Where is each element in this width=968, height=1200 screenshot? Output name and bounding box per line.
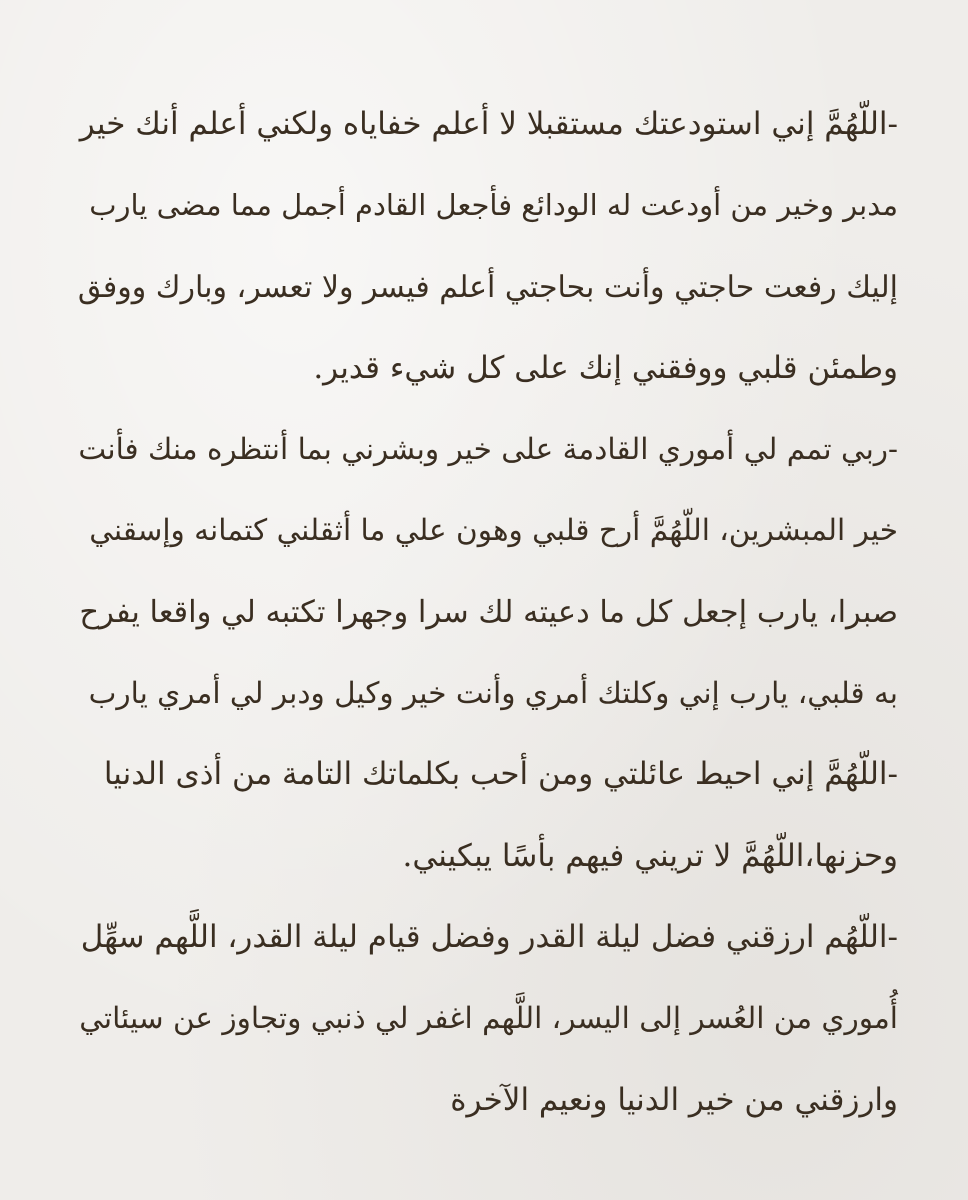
text-line: -اللّهُمَّ إني استودعتك مستقبلا لا أعلم خفاياه ولكني أعلم أنك خير	[79, 106, 898, 142]
text-line: إليك رفعت حاجتي وأنت بحاجتي أعلم فيسر ولا تعسر، وبارك ووفق	[77, 269, 898, 305]
text-line: -اللّهُم ارزقني فضل ليلة القدر وفضل قيام ليلة القدر، اللَّهم سهِّل	[80, 918, 898, 955]
text-line: أُموري من العُسر إلى اليسر، اللَّهم اغفر لي ذنبي وتجاوز عن سيئاتي	[79, 1001, 898, 1036]
text-line: صبرا، يارب إجعل كل ما دعيته لك سرا وجهرا تكتبه لي واقعا يفرح	[79, 594, 898, 630]
prayer-text	[78, 84, 898, 1141]
text-line: -ربي تمم لي أموري القادمة على خير وبشرني بما أنتظره منك فأنت	[78, 432, 898, 467]
text-line: -اللّهُمَّ إني احيط عائلتي ومن أحب بكلماتك التامة من أذى الدنيا	[103, 756, 898, 793]
text-line: به قلبي، يارب إني وكلتك أمري وأنت خير وكيل ودبر لي أمري يارب	[88, 676, 898, 711]
text-line: وطمئن قلبي ووفقني إنك على كل شيء قدير.	[313, 349, 898, 386]
text-line: خير المبشرين، اللّهُمَّ أرح قلبي وهون علي ما أثقلني كتمانه وإسقني	[89, 513, 898, 548]
text-line: مدبر وخير من أودعت له الودائع فأجعل القادم أجمل مما مضى يارب	[89, 188, 898, 223]
text-line: وحزنها،اللّهُمَّ لا تريني فيهم بأسًا يبكيني.	[402, 837, 898, 874]
text-line: وارزقني من خير الدنيا ونعيم الآخرة	[450, 1081, 898, 1118]
